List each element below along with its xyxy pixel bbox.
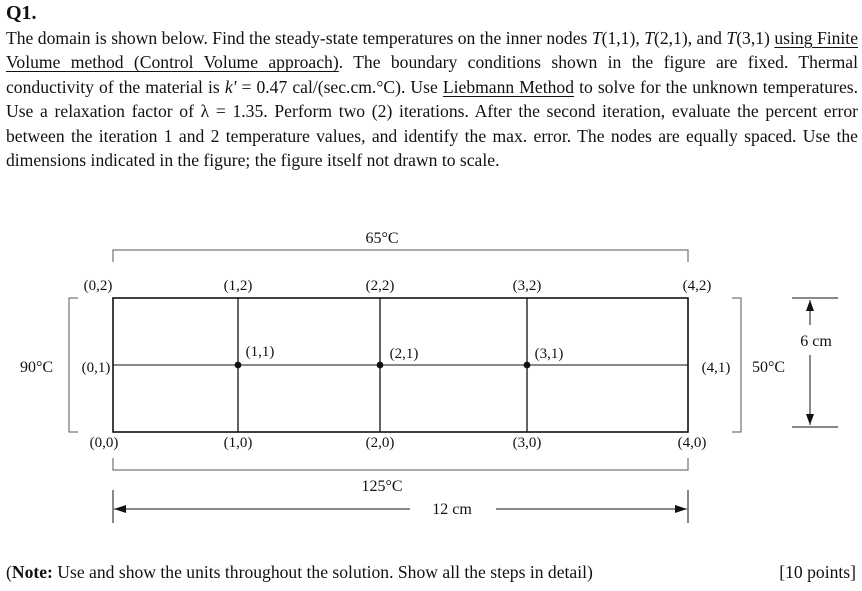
problem-text: The domain is shown below. Find the steady-state temperatures on the inner nodes <box>6 28 592 48</box>
node-label-3-2: (3,2) <box>512 278 542 294</box>
problem-text: = 0.47 cal/(sec.cm.°C). Use <box>236 76 443 97</box>
height-dim-arrow-down-icon <box>806 414 814 425</box>
node-dot-2-1 <box>377 362 384 369</box>
right-bracket <box>732 298 741 432</box>
node-label-0-0: (0,0) <box>89 435 119 451</box>
problem-text: to solve for the unknown temperatures. Use a relaxation factor of λ = 1.35. Perform two (2) iterations. After the second iteration, evaluate the percent error between the iteration 1 and 2 temperature values, and identify the max. error. The nodes are equally spaced. Use the dimensions indicated in the figure; the figure itself not drawn to scale. <box>6 76 859 171</box>
node-label-4-1: (4,1) <box>701 360 731 376</box>
bottom-bracket <box>113 458 688 470</box>
method-underlined: using Finite Volume method (Control Volume approach) <box>6 28 859 73</box>
note <box>6 562 593 583</box>
note-text: Use and show the units throughout the solution. Show all the steps in detail) <box>52 562 593 582</box>
node-label-0-2: (0,2) <box>83 278 113 294</box>
node-label-2-0: (2,0) <box>365 435 395 451</box>
node-label-1-2: (1,2) <box>223 278 253 294</box>
width-dimension-label: 12 cm <box>432 501 472 518</box>
width-dim-arrow-left-icon <box>114 505 126 513</box>
problem-var-t: T <box>591 28 602 48</box>
conductivity-symbol: k' <box>224 76 237 97</box>
problem-text: (1,1), <box>601 28 645 48</box>
left-temperature: 90°C <box>20 359 54 376</box>
question-number: Q1. <box>6 2 37 24</box>
problem-text: (2,1), and <box>653 28 727 48</box>
node-label-4-2: (4,2) <box>682 278 712 294</box>
node-label-1-1: (1,1) <box>245 344 275 360</box>
left-bracket <box>69 298 78 432</box>
node-label-3-1: (3,1) <box>534 346 564 362</box>
node-label-0-1: (0,1) <box>81 360 111 376</box>
points-label: [10 points] <box>779 562 856 582</box>
node-dot-3-1 <box>524 362 531 369</box>
height-dimension-label: 6 cm <box>800 333 832 350</box>
node-dot-1-1 <box>235 362 242 369</box>
right-temperature: 50°C <box>752 359 786 376</box>
problem-text: (3,1) <box>736 28 775 48</box>
problem-var-t: T <box>726 28 737 48</box>
node-label-3-0: (3,0) <box>512 435 542 451</box>
node-label-2-1: (2,1) <box>389 346 419 362</box>
node-label-4-0: (4,0) <box>677 435 707 451</box>
problem-text: . The boundary conditions shown in the figure are fixed. Thermal conductivity of the material is <box>6 52 858 97</box>
bottom-temperature: 125°C <box>361 478 403 495</box>
note-open-paren: ( <box>6 562 12 582</box>
node-label-2-2: (2,2) <box>365 278 395 294</box>
problem-var-t: T <box>644 28 654 48</box>
liebmann-underlined: Liebmann Method <box>442 76 575 97</box>
node-label-1-0: (1,0) <box>223 435 253 451</box>
width-dim-arrow-right-icon <box>675 505 687 513</box>
height-dim-arrow-up-icon <box>806 300 814 311</box>
note-label: Note: <box>11 562 53 582</box>
top-bracket <box>113 250 688 262</box>
top-temperature: 65°C <box>365 230 399 247</box>
